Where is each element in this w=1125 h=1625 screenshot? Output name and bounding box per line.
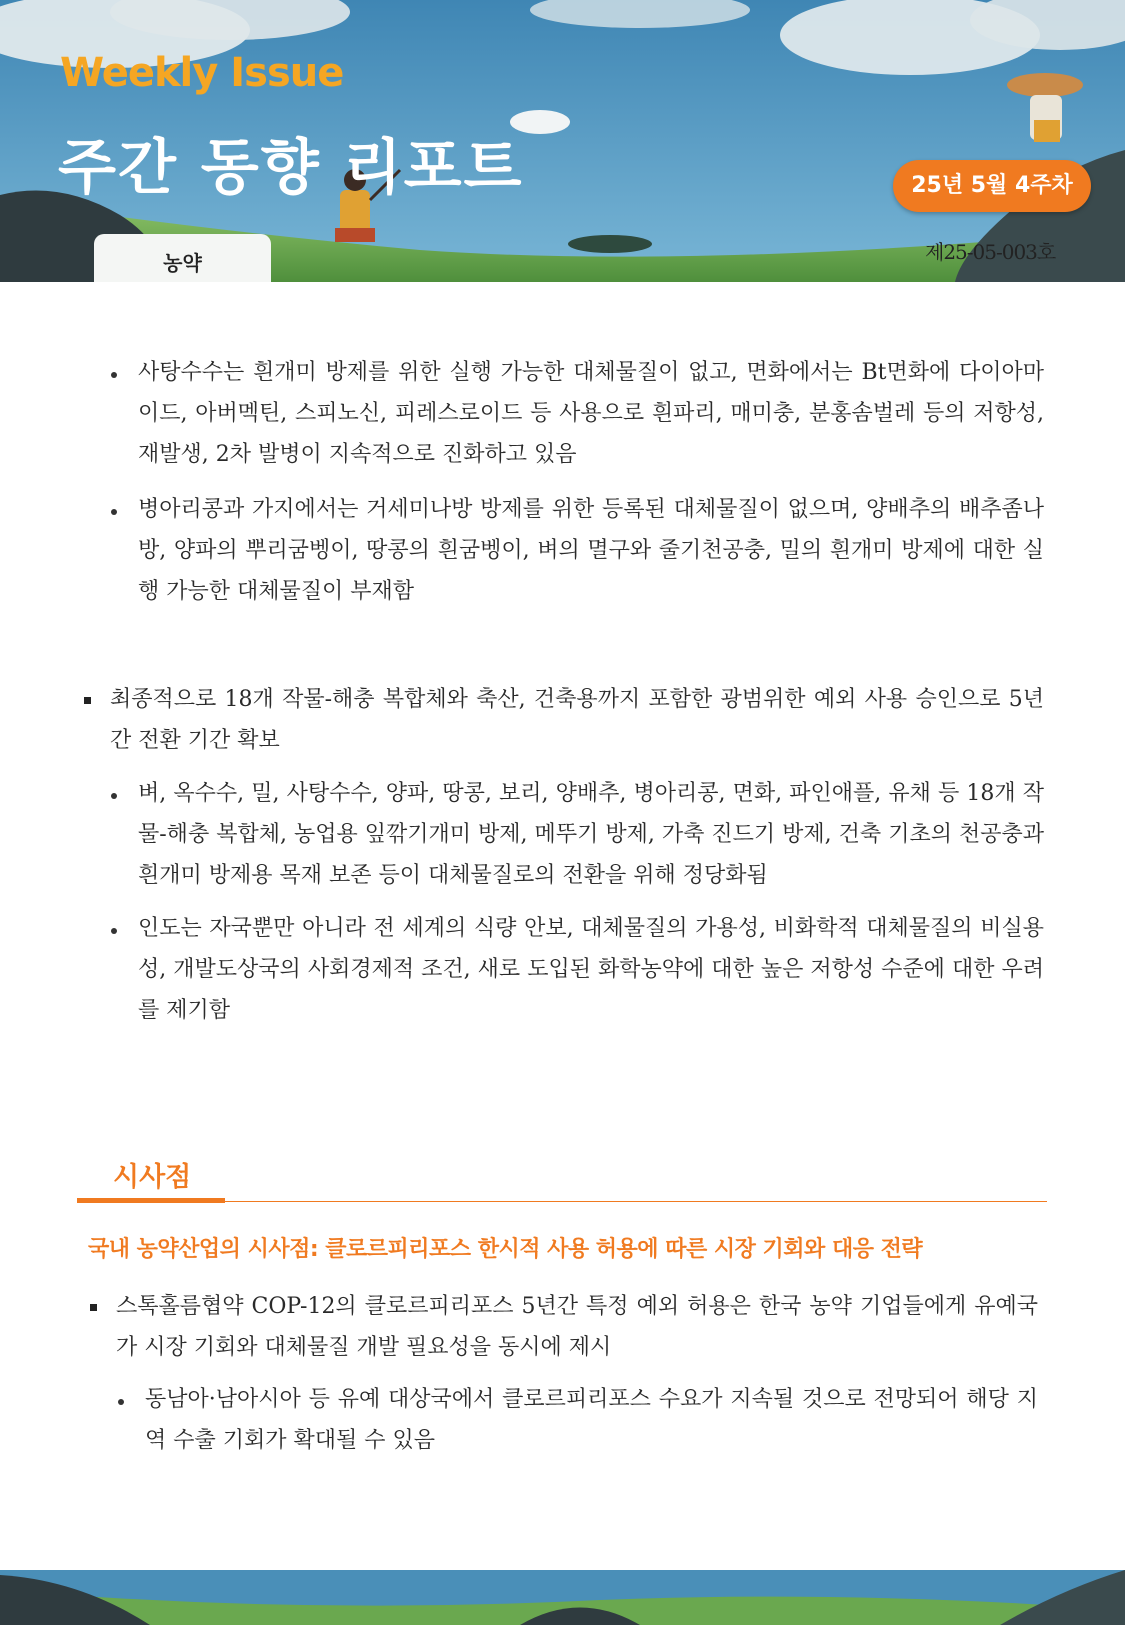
section-divider-accent	[77, 1198, 225, 1203]
week-badge: 25년 5월 4주차	[893, 160, 1091, 212]
implications-main-text: 스톡홀름협약 COP-12의 클로르피리포스 5년간 특정 예외 허용은 한국 농약 기업들에게 유예국가 시장 기회와 대체물질 개발 필요성을 동시에 제시	[116, 1294, 1038, 1360]
bullet-square-icon	[84, 697, 91, 704]
bullet-square-icon	[90, 1304, 97, 1311]
sub-bullet-text: 병아리콩과 가지에서는 거세미나방 방제를 위한 등록된 대체물질이 없으며, 양배추의 배추좀나방, 양파의 뿌리굼벵이, 땅콩의 흰굼벵이, 벼의 멸구와 줄기천공충, 밀의 흰개미 방제에 대한 실행 가능한 대체물질이 부재함	[138, 497, 1044, 604]
header-banner	[0, 0, 1125, 282]
implications-subheading: 국내 농약산업의 시사점: 클로르피리포스 한시적 사용 허용에 따른 시장 기회와 대응 전략	[88, 1237, 923, 1262]
section-title: 시사점	[113, 1162, 192, 1193]
sub-bullet-text: 인도는 자국뿐만 아니라 전 세계의 식량 안보, 대체물질의 가용성, 비화학적 대체물질의 비실용성, 개발도상국의 사회경제적 조건, 새로 도입된 화학농약에 대한 높은 저항성 수준에 대한 우려를 제기함	[138, 916, 1044, 1023]
bullet-dot-icon	[118, 1399, 124, 1405]
issue-number: 제25-05-003호	[925, 240, 1056, 264]
weekly-issue-label: Weekly Issue	[60, 50, 344, 96]
footer-illustration	[0, 1570, 1125, 1625]
bullet-dot-icon	[111, 928, 117, 934]
main-point-text: 최종적으로 18개 작물-해충 복합체와 축산, 건축용까지 포함한 광범위한 예외 사용 승인으로 5년간 전환 기간 확보	[110, 687, 1044, 753]
bullet-dot-icon	[111, 372, 117, 378]
sub-bullet-text: 벼, 옥수수, 밀, 사탕수수, 양파, 땅콩, 보리, 양배추, 병아리콩, 면화, 파인애플, 유채 등 18개 작물-해충 복합체, 농업용 잎깎기개미 방제, 메뚜기 방제, 가축 진드기 방제, 건축 기초의 천공충과 흰개미 방제용 목재 보존 등이 대체물질로의 전환을 위해 정당화됨	[138, 781, 1044, 888]
footer-banner	[0, 1570, 1125, 1625]
sub-bullet-text: 사탕수수는 흰개미 방제를 위한 실행 가능한 대체물질이 없고, 면화에서는 Bt면화에 다이아마이드, 아버멕틴, 스피노신, 피레스로이드 등 사용으로 흰파리, 매미충, 분홍솜벌레 등의 저항성, 재발생, 2차 발병이 지속적으로 진화하고 있음	[138, 360, 1044, 467]
bullet-dot-icon	[111, 793, 117, 799]
category-tab[interactable]: 농약	[94, 234, 271, 282]
report-title: 주간 동향 리포트	[58, 133, 524, 203]
implications-sub-bullet: 동남아·남아시아 등 유예 대상국에서 클로르피리포스 수요가 지속될 것으로 전망되어 해당 지역 수출 기회가 확대될 수 있음	[145, 1387, 1038, 1453]
bullet-dot-icon	[111, 509, 117, 515]
